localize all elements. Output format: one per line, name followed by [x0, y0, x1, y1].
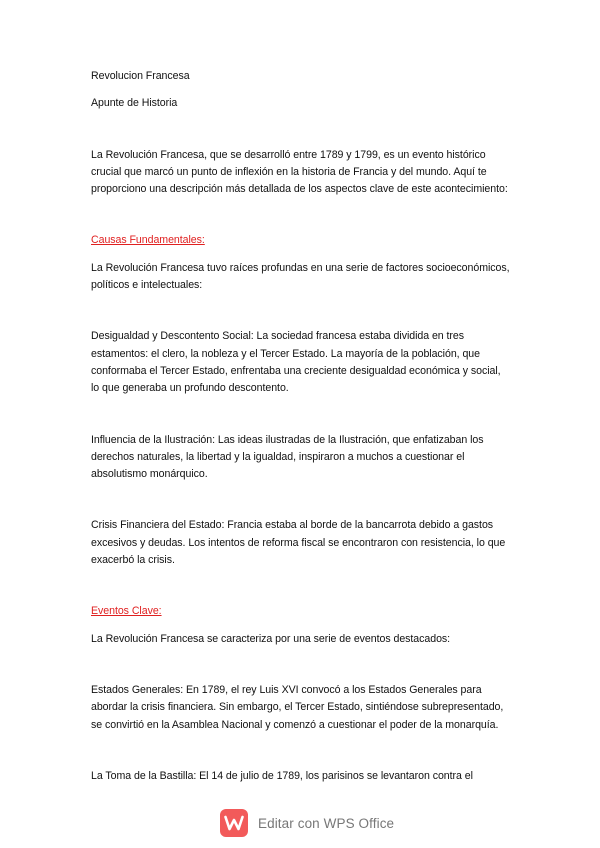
paragraph-estados-generales: Estados Generales: En 1789, el rey Luis XVI convocó a los Estados Generales para abordar la crisis financiera. Sin embargo, el Tercer Estado, sintiéndose subrepresentado, se convirtió en la Asamblea Nacional y comenzó a cuestionar el poder de la monarquía. [91, 683, 504, 731]
section-heading-eventos: Eventos Clave: [91, 605, 162, 618]
document-content [91, 68, 511, 785]
paragraph-ilustracion: Influencia de la Ilustración: Las ideas ilustradas de la Ilustración, que enfatizaban los derechos naturales, la libertad y la igualdad, inspiraron a muchos a cuestionar el absolutismo monárquico. [91, 433, 484, 481]
wps-edit-label[interactable]: Editar con WPS Office [258, 815, 395, 831]
document-intro: La Revolución Francesa, que se desarrolló entre 1789 y 1799, es un evento histórico crucial que marcó un punto de inflexión en la historia de Francia y del mundo. Aquí te proporciono una descripción más detallada de los aspectos clave de este acontecimiento: [91, 148, 508, 196]
paragraph-desigualdad: Desigualdad y Descontento Social: La sociedad francesa estaba dividida en tres estamentos: el clero, la nobleza y el Tercer Estado. La mayoría de la población, que conformaba el Tercer Estado, enfrentaba una creciente desigualdad económica y social, lo que generaba un profundo descontento. [91, 330, 501, 395]
document-subtitle: Apunte de Historia [91, 97, 178, 110]
paragraph-crisis-financiera: Crisis Financiera del Estado: Francia estaba al borde de la bancarrota debido a gastos excesivos y deudas. Los intentos de reforma fiscal se encontraron con resistencia, lo que exacerbó la crisis. [91, 519, 506, 567]
section-intro-eventos: La Revolución Francesa se caracteriza por una serie de eventos destacados: [91, 632, 451, 645]
wps-edit-button[interactable] [220, 808, 394, 838]
section-intro-causas: La Revolución Francesa tuvo raíces profundas en una serie de factores socioeconómicos, políticos e intelectuales: [91, 261, 510, 292]
document-title: Revolucion Francesa [91, 70, 190, 82]
paragraph-toma-bastilla: La Toma de la Bastilla: El 14 de julio de 1789, los parisinos se levantaron contra el [91, 769, 473, 782]
wps-logo-icon [220, 809, 248, 837]
section-heading-causas: Causas Fundamentales: [91, 234, 205, 247]
